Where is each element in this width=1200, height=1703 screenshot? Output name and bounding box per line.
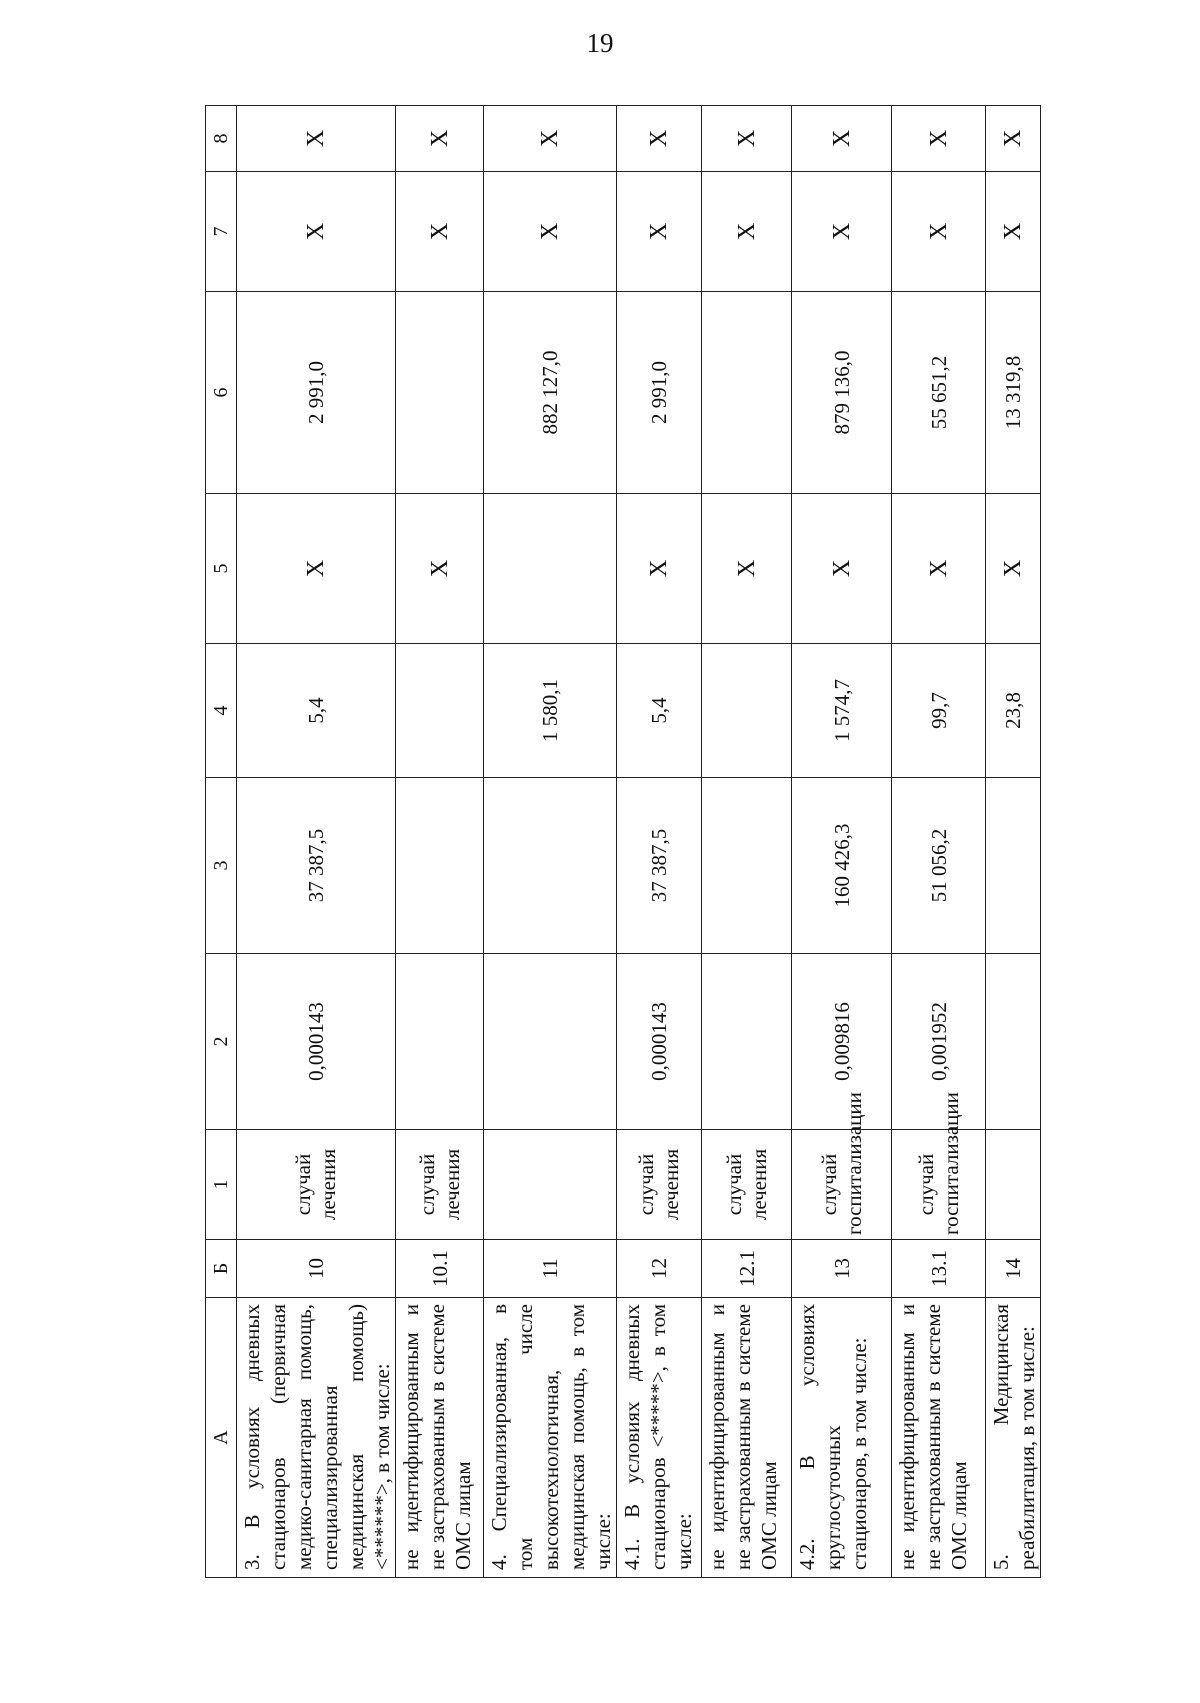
data-cell: [702, 644, 792, 778]
unit-cell: случай госпитализации: [892, 1130, 986, 1240]
data-cell: 882 127,0: [484, 292, 617, 494]
row-code: 13: [792, 1240, 892, 1298]
data-cell: Х: [617, 106, 702, 172]
data-cell: 13 319,8: [986, 292, 1041, 494]
unit-cell: случай госпитализации: [792, 1130, 892, 1240]
data-cell: [396, 778, 484, 954]
data-cell: Х: [237, 172, 396, 292]
unit-cell: случай лечения: [237, 1130, 396, 1240]
data-cell: [702, 954, 792, 1130]
data-cell: [396, 292, 484, 494]
data-cell: Х: [702, 494, 792, 644]
data-cell: Х: [792, 106, 892, 172]
header-cell: 4: [206, 644, 237, 778]
data-table: [205, 105, 1041, 1578]
row-code: 10.1: [396, 1240, 484, 1298]
table-header-row: [206, 106, 237, 1578]
data-cell: Х: [986, 106, 1041, 172]
data-cell: 55 651,2: [892, 292, 986, 494]
data-cell: Х: [792, 494, 892, 644]
data-cell: [484, 954, 617, 1130]
table-row: [484, 106, 617, 1578]
data-cell: [702, 292, 792, 494]
data-cell: 0,009816: [792, 954, 892, 1130]
data-cell: 879 136,0: [792, 292, 892, 494]
data-cell: Х: [702, 172, 792, 292]
data-cell: Х: [237, 494, 396, 644]
data-cell: [396, 644, 484, 778]
table-row: [792, 106, 892, 1578]
header-cell: Б: [206, 1240, 237, 1298]
data-cell: [484, 778, 617, 954]
row-label: 4.1. В условиях дневных стационаров <*****>, в том числе:: [617, 1298, 702, 1578]
data-cell: 2 991,0: [617, 292, 702, 494]
table-row: [396, 106, 484, 1578]
table-row: [986, 106, 1041, 1578]
data-cell: 0,000143: [617, 954, 702, 1130]
header-cell: А: [206, 1298, 237, 1578]
header-cell: 1: [206, 1130, 237, 1240]
header-cell: 3: [206, 778, 237, 954]
row-code: 12: [617, 1240, 702, 1298]
row-code: 11: [484, 1240, 617, 1298]
row-code: 10: [237, 1240, 396, 1298]
data-cell: Х: [237, 106, 396, 172]
data-cell: Х: [986, 494, 1041, 644]
data-cell: 0,001952: [892, 954, 986, 1130]
row-code: 14: [986, 1240, 1041, 1298]
data-cell: 5,4: [237, 644, 396, 778]
data-cell: 51 056,2: [892, 778, 986, 954]
data-cell: Х: [396, 172, 484, 292]
header-cell: 2: [206, 954, 237, 1130]
data-cell: 160 426,3: [792, 778, 892, 954]
data-cell: 1 580,1: [484, 644, 617, 778]
unit-cell: случай лечения: [396, 1130, 484, 1240]
header-cell: 5: [206, 494, 237, 644]
data-cell: 37 387,5: [237, 778, 396, 954]
row-code: 12.1: [702, 1240, 792, 1298]
data-cell: [986, 954, 1041, 1130]
row-label: не идентифицированным и не застрахованным в системе ОМС лицам: [396, 1298, 484, 1578]
data-cell: Х: [892, 494, 986, 644]
data-cell: Х: [892, 172, 986, 292]
data-cell: 37 387,5: [617, 778, 702, 954]
table-row: [237, 106, 396, 1578]
data-cell: Х: [702, 106, 792, 172]
unit-cell: случай лечения: [617, 1130, 702, 1240]
data-cell: 1 574,7: [792, 644, 892, 778]
data-cell: Х: [484, 172, 617, 292]
data-cell: Х: [617, 494, 702, 644]
data-cell: 99,7: [892, 644, 986, 778]
header-cell: 7: [206, 172, 237, 292]
row-label: 3. В условиях дневных стационаров (первичная медико-санитарная помощь, специализированная медицинская помощь) <******>, в том числе:: [237, 1298, 396, 1578]
data-cell: [702, 778, 792, 954]
row-label: не идентифицированным и не застрахованным в системе ОМС лицам: [892, 1298, 986, 1578]
header-cell: 8: [206, 106, 237, 172]
row-label: 4. Специализированная, в том числе высокотехнологичная, медицинская помощь, в том числе:: [484, 1298, 617, 1578]
data-cell: Х: [484, 106, 617, 172]
data-cell: Х: [792, 172, 892, 292]
row-code: 13.1: [892, 1240, 986, 1298]
data-cell: [986, 778, 1041, 954]
table-row: [892, 106, 986, 1578]
table-row: [617, 106, 702, 1578]
data-cell: Х: [986, 172, 1041, 292]
page-number: 19: [586, 28, 614, 58]
data-cell: Х: [892, 106, 986, 172]
row-label: 5. Медицинская реабилитация, в том числе:: [986, 1298, 1041, 1578]
data-cell: 2 991,0: [237, 292, 396, 494]
data-cell: [484, 494, 617, 644]
data-cell: Х: [617, 172, 702, 292]
table-row: [702, 106, 792, 1578]
data-cell: 5,4: [617, 644, 702, 778]
unit-cell: [986, 1130, 1041, 1240]
header-cell: 6: [206, 292, 237, 494]
data-cell: Х: [396, 106, 484, 172]
row-label: 4.2. В условиях круглосуточных стационаров, в том числе:: [792, 1298, 892, 1578]
unit-cell: случай лечения: [702, 1130, 792, 1240]
rotated-table-frame: [205, 106, 1041, 1578]
data-cell: Х: [396, 494, 484, 644]
row-label: не идентифицированным и не застрахованным в системе ОМС лицам: [702, 1298, 792, 1578]
data-cell: [396, 954, 484, 1130]
data-cell: 23,8: [986, 644, 1041, 778]
data-cell: 0,000143: [237, 954, 396, 1130]
unit-cell: [484, 1130, 617, 1240]
